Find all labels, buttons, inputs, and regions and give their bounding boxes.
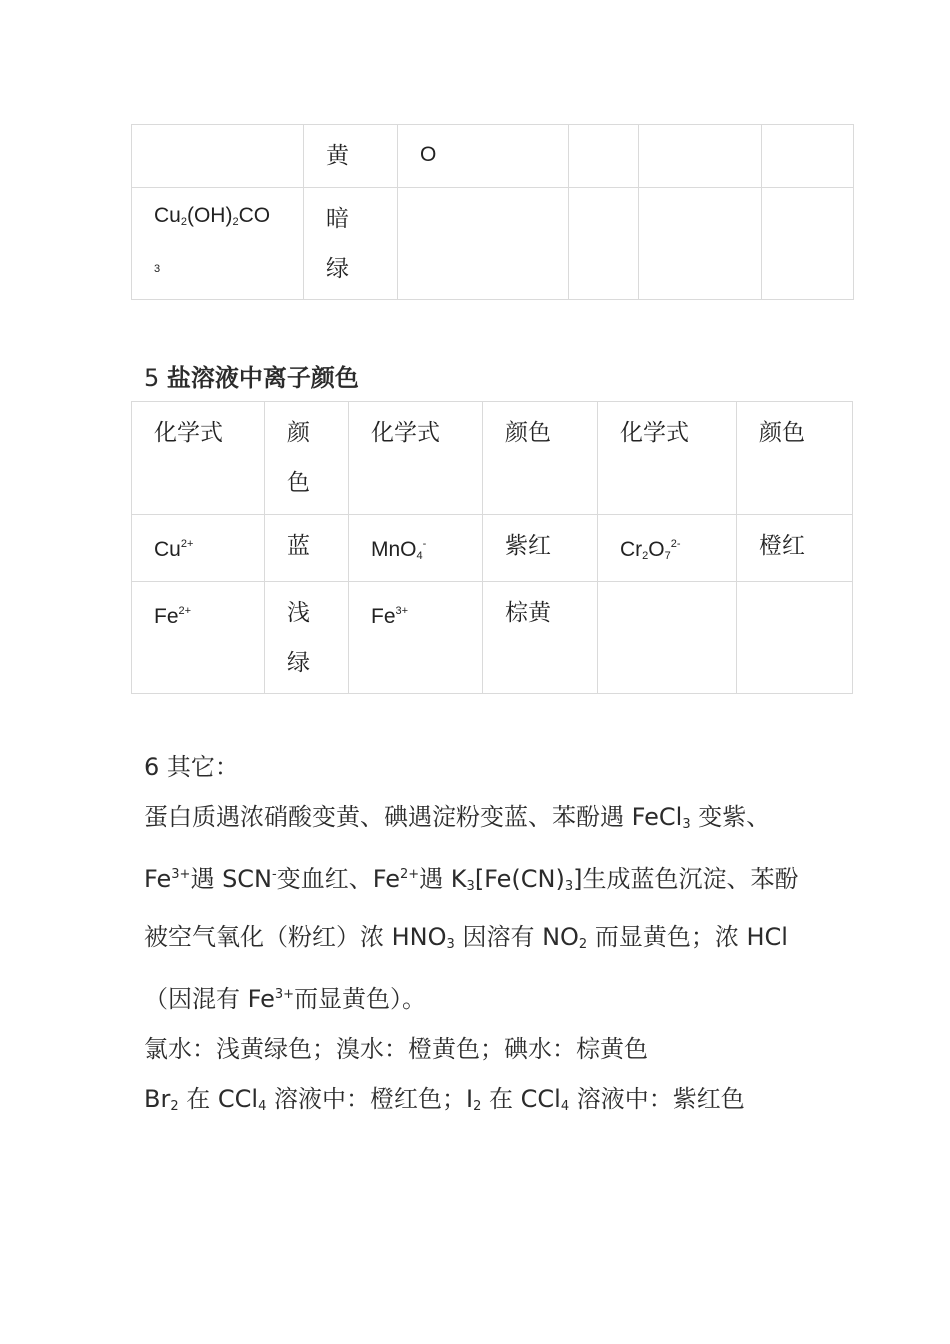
table-cell: 棕黄 [483,582,598,694]
column-header: 颜色 [737,402,853,515]
section-heading [144,358,359,398]
table-cell [598,582,737,694]
table-cell [398,188,569,300]
column-header: 颜色 [265,402,349,515]
section-title: 盐溶液中离子颜色 [166,364,359,392]
paragraph-line: （因混有 $Fe^{3+}$而显黄色）。 [144,985,427,1013]
table-cell [639,188,762,300]
table-cell [762,125,854,188]
formula-text: $Cu_2(OH)_2CO$ [154,204,271,228]
section-heading: 6 其它： [144,753,239,781]
table-cell: MnO$_4$- [349,515,483,582]
table-cell: $Cu^{2+}$ [132,515,265,582]
table-cell: 黄 [304,125,398,188]
section-other [144,742,824,1132]
column-header: 化学式 [598,402,737,515]
section-number: 5 [144,364,160,392]
table-cell [639,125,762,188]
table-cell [132,188,304,300]
table-cell: 橙红 [737,515,853,582]
paragraph-line: $Br_2$ 在 CCl$_4$ 溶液中：橙红色；$I_2$ 在 CCl$_4$ 溶液中：紫红色 [144,1085,745,1114]
column-header: 化学式 [349,402,483,515]
table-cell: $Fe^{3+}$ [349,582,483,694]
table-cell: $Cr_2O_7^{2-}$ [598,515,737,582]
table-cell [737,582,853,694]
table-cell: O [398,125,569,188]
column-header: 化学式 [132,402,265,515]
table-cell [569,125,639,188]
paragraph-line: 氯水：浅黄绿色；溴水：橙黄色；碘水：棕黄色 [144,1035,648,1063]
table-cell: 浅绿 [265,582,349,694]
table-cell [569,188,639,300]
table-cell: $Fe^{2+}$ [132,582,265,694]
paragraph-line: $Fe^{3+}$遇 SCN-变血红、$Fe^{2+}$遇 $K_3[Fe(CN)_3]$生成蓝色沉淀、苯酚 [144,865,799,894]
ion-color-table [131,401,853,694]
formula-tail: 3 [154,263,161,275]
table-cell: 紫红 [483,515,598,582]
table-cell: 暗绿 [304,188,398,300]
column-header: 颜色 [483,402,598,515]
table-cell [132,125,304,188]
table-cell [762,188,854,300]
table-cell: 蓝 [265,515,349,582]
paragraph-line: 被空气氧化（粉红）浓 $HNO_3$ 因溶有 $NO_2$ 而显黄色；浓 HCl [144,923,788,952]
paragraph-line: 蛋白质遇浓硝酸变黄、碘遇淀粉变蓝、苯酚遇 FeCl$_3$ 变紫、 [144,803,771,832]
color-table-continued [131,124,854,300]
